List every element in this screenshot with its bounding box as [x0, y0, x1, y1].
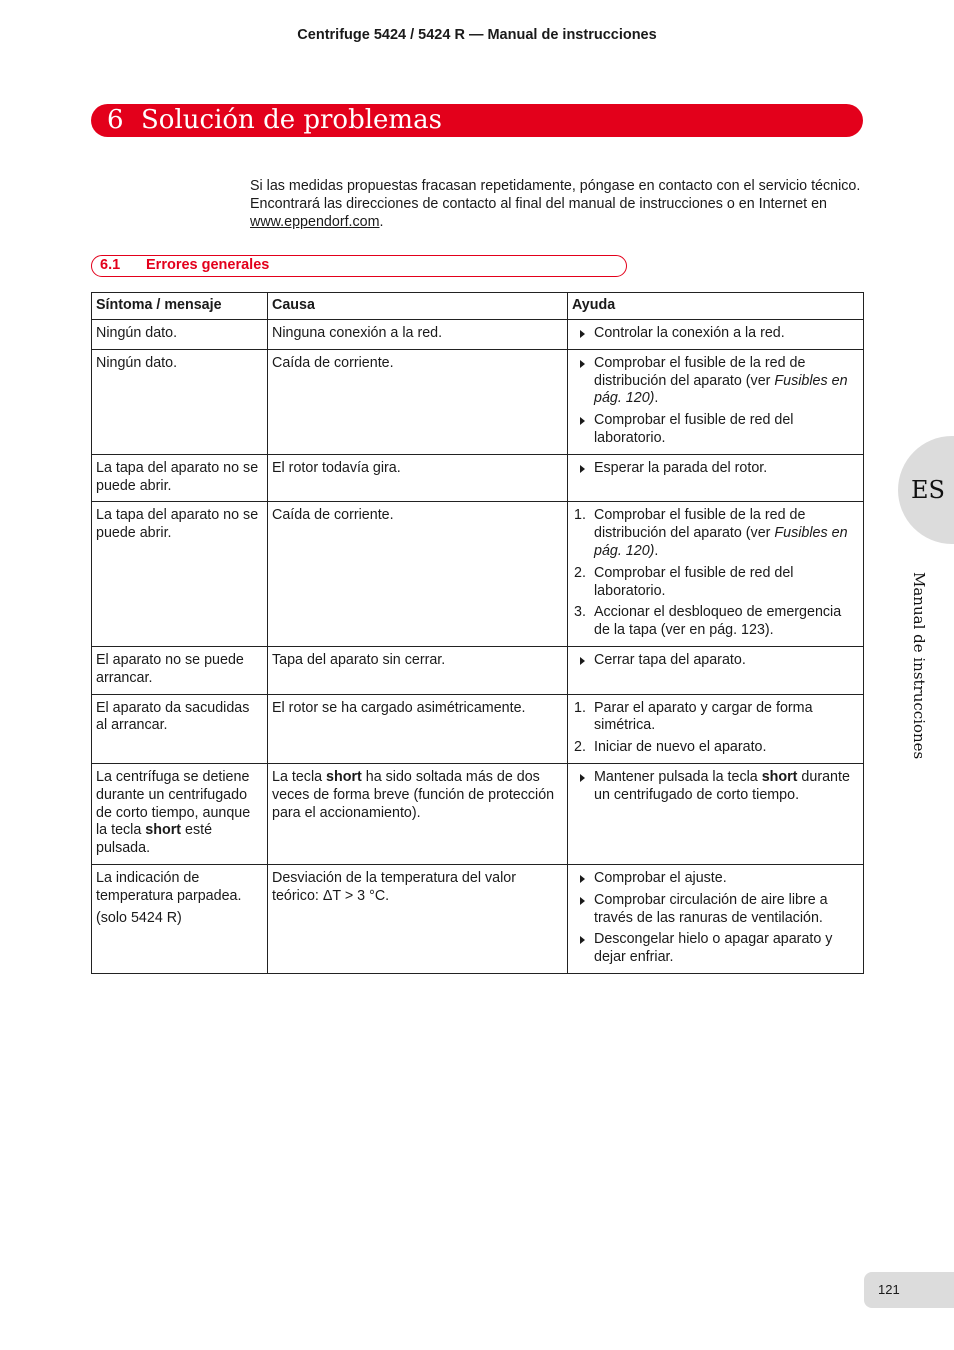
table-row	[92, 763, 864, 864]
intro-end: .	[379, 214, 384, 230]
table-row	[92, 694, 864, 763]
help-item: 1. Parar el aparato y cargar de forma simétrica.	[574, 699, 813, 734]
cause-cell: El rotor se ha cargado asimétricamente.	[268, 694, 568, 763]
table-row	[92, 454, 864, 502]
section-number: 6.1	[100, 257, 121, 273]
table-row	[92, 320, 864, 350]
help-cell	[568, 646, 864, 694]
help-item: Descongelar hielo o apagar aparato y dejar enfriar.	[572, 931, 859, 967]
cause-cell: Tapa del aparato sin cerrar.	[268, 646, 568, 694]
help-item: Comprobar el ajuste.	[572, 870, 859, 888]
page-header: Centrifuge 5424 / 5424 R — Manual de instrucciones	[297, 27, 657, 43]
help-item: Cerrar tapa del aparato.	[572, 652, 859, 670]
section-title-bar	[91, 255, 627, 277]
arrow-bullet-icon	[580, 774, 585, 782]
intro-paragraph	[250, 177, 870, 231]
arrow-bullet-icon	[580, 360, 585, 368]
header-symptom: Síntoma / mensaje	[92, 293, 268, 320]
help-item: Esperar la parada del rotor.	[572, 460, 859, 478]
cause-cell: Ninguna conexión a la red.	[268, 320, 568, 350]
help-cell	[568, 694, 864, 763]
help-item: Mantener pulsada la tecla short durante un centrifugado de corto tiempo.	[572, 769, 859, 805]
arrow-bullet-icon	[580, 330, 585, 338]
cause-cell: Caída de corriente.	[268, 349, 568, 454]
cause-cell: La tecla short ha sido soltada más de dos veces de forma breve (función de protección para el accionamiento).	[268, 763, 568, 864]
symptom-cell: El aparato no se puede arrancar.	[92, 646, 268, 694]
symptom-cell: Ningún dato.	[92, 320, 268, 350]
help-item: Controlar la conexión a la red.	[572, 325, 859, 343]
side-label: Manual de instrucciones	[910, 572, 928, 760]
help-item: 2. Comprobar el fusible de red del laboratorio.	[574, 564, 794, 599]
help-cell	[568, 864, 864, 973]
cause-cell: Desviación de la temperatura del valor teórico: ΔT > 3 °C.	[268, 864, 568, 973]
table-row	[92, 864, 864, 973]
help-cell	[568, 502, 864, 647]
cause-cell: El rotor todavía gira.	[268, 454, 568, 502]
symptom-cell: El aparato da sacudidas al arrancar.	[92, 694, 268, 763]
symptom-note: (solo 5424 R)	[96, 909, 182, 926]
page-number: 121	[864, 1272, 954, 1308]
help-item: 1. Comprobar el fusible de la red de distribución del aparato (ver Fusibles en pág. 120).	[574, 507, 848, 559]
table-row	[92, 349, 864, 454]
help-item: 2. Iniciar de nuevo el aparato.	[574, 739, 767, 756]
header-cause: Causa	[268, 293, 568, 320]
arrow-bullet-icon	[580, 897, 585, 905]
symptom-cell: La tapa del aparato no se puede abrir.	[92, 502, 268, 647]
table-header-row	[92, 293, 864, 320]
arrow-bullet-icon	[580, 417, 585, 425]
section-title: Errores generales	[146, 257, 270, 273]
help-item: Comprobar circulación de aire libre a través de las ranuras de ventilación.	[572, 892, 859, 928]
help-cell	[568, 454, 864, 502]
intro-text: Si las medidas propuestas fracasan repetidamente, póngase en contacto con el servicio técnico. Encontrará las direcciones de contacto al final del manual de instrucciones o en Internet en	[250, 178, 861, 212]
symptom-cell: La tapa del aparato no se puede abrir.	[92, 454, 268, 502]
header-help: Ayuda	[568, 293, 864, 320]
eppendorf-link[interactable]: www.eppendorf.com	[250, 214, 380, 230]
help-item: Comprobar el fusible de red del laboratorio.	[572, 412, 859, 448]
arrow-bullet-icon	[580, 465, 585, 473]
errors-table	[91, 292, 864, 974]
chapter-number: 6	[107, 105, 124, 135]
arrow-bullet-icon	[580, 657, 585, 665]
table-row	[92, 646, 864, 694]
symptom-cell: La centrífuga se detiene durante un centrifugado de corto tiempo, aunque la tecla short esté pulsada.	[92, 763, 268, 864]
cause-cell: Caída de corriente.	[268, 502, 568, 647]
help-cell	[568, 763, 864, 864]
table-row	[92, 502, 864, 647]
symptom-cell: La indicación de temperatura parpadea. (solo 5424 R)	[92, 864, 268, 973]
help-item: Comprobar el fusible de la red de distribución del aparato (ver Fusibles en pág. 120).	[572, 355, 859, 408]
help-cell	[568, 320, 864, 350]
help-cell	[568, 349, 864, 454]
chapter-title-bar	[91, 104, 863, 137]
symptom-cell: Ningún dato.	[92, 349, 268, 454]
language-tab: ES	[898, 436, 954, 544]
chapter-title: Solución de problemas	[141, 105, 442, 135]
arrow-bullet-icon	[580, 936, 585, 944]
help-item: 3. Accionar el desbloqueo de emergencia de la tapa (ver en pág. 123).	[574, 604, 842, 639]
arrow-bullet-icon	[580, 875, 585, 883]
